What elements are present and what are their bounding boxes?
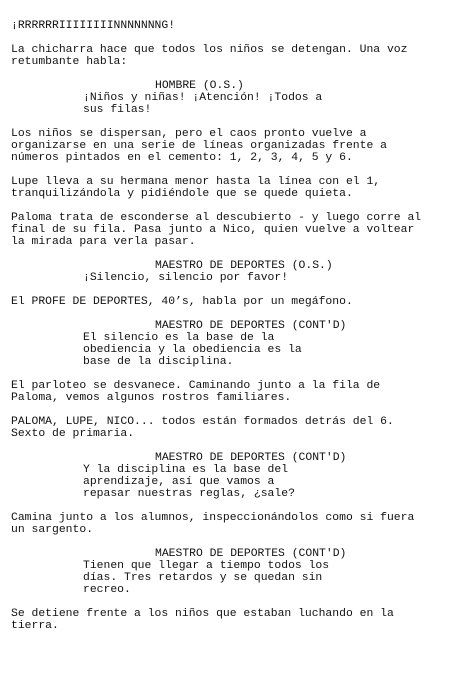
dialogue-line: Tienen que llegar a tiempo todos los <box>83 560 330 572</box>
character-name: HOMBRE (O.S.) <box>155 80 244 92</box>
action-line: El parloteo se desvanece. Caminando junto a la fila de <box>11 380 381 392</box>
action-line: Se detiene frente a los niños que estaban luchando en la <box>11 608 394 620</box>
action-line: Sexto de primaria. <box>11 428 135 440</box>
dialogue-line: El silencio es la base de la <box>83 332 275 344</box>
dialogue-line: base de la disciplina. <box>83 356 234 368</box>
action-line: Paloma trata de esconderse al descubierto - y luego corre al <box>11 212 422 224</box>
dialogue-line: ¡Niños y niñas! ¡Atención! ¡Todos a <box>83 92 323 104</box>
dialogue-line: aprendizaje, así que vamos a <box>83 476 275 488</box>
dialogue-line: repasar nuestras reglas, ¿sale? <box>83 488 295 500</box>
dialogue-line: sus filas! <box>83 104 152 116</box>
action-line: tierra. <box>11 620 59 632</box>
action-line: final de su fila. Pasa junto a Nico, quien vuelve a voltear <box>11 224 415 236</box>
action-line: un sargento. <box>11 524 94 536</box>
action-line: números pintados en el cemento: 1, 2, 3, 4, 5 y 6. <box>11 152 353 164</box>
action-line: tranquilizándola y pidiéndole que se quede quieta. <box>11 188 353 200</box>
action-line: La chicharra hace que todos los niños se detengan. Una voz <box>11 44 408 56</box>
dialogue-line: días. Tres retardos y se quedan sin <box>83 572 323 584</box>
action-line: Camina junto a los alumnos, inspeccionándolos como si fuera <box>11 512 415 524</box>
action-line: El PROFE DE DEPORTES, 40’s, habla por un megáfono. <box>11 296 353 308</box>
dialogue-line: recreo. <box>83 584 131 596</box>
opening-sound: ¡RRRRRRIIIIIIIINNNNNNNG! <box>11 20 176 32</box>
dialogue-line: Y la disciplina es la base del <box>83 464 289 476</box>
action-line: la mirada para verla pasar. <box>11 236 196 248</box>
character-name: MAESTRO DE DEPORTES (CONT'D) <box>155 452 347 464</box>
action-line: Los niños se dispersan, pero el caos pronto vuelve a <box>11 128 367 140</box>
character-name: MAESTRO DE DEPORTES (CONT'D) <box>155 320 347 332</box>
action-line: organizarse en una serie de líneas organizadas frente a <box>11 140 387 152</box>
action-line: Lupe lleva a su hermana menor hasta la línea con el 1, <box>11 176 381 188</box>
dialogue-line: ¡Silencio, silencio por favor! <box>83 272 289 284</box>
action-line: Paloma, vemos algunos rostros familiares. <box>11 392 292 404</box>
action-line: PALOMA, LUPE, NICO... todos están formados detrás del 6. <box>11 416 394 428</box>
character-name: MAESTRO DE DEPORTES (O.S.) <box>155 260 333 272</box>
dialogue-line: obediencia y la obediencia es la <box>83 344 302 356</box>
character-name: MAESTRO DE DEPORTES (CONT'D) <box>155 548 347 560</box>
action-line: retumbante habla: <box>11 56 128 68</box>
